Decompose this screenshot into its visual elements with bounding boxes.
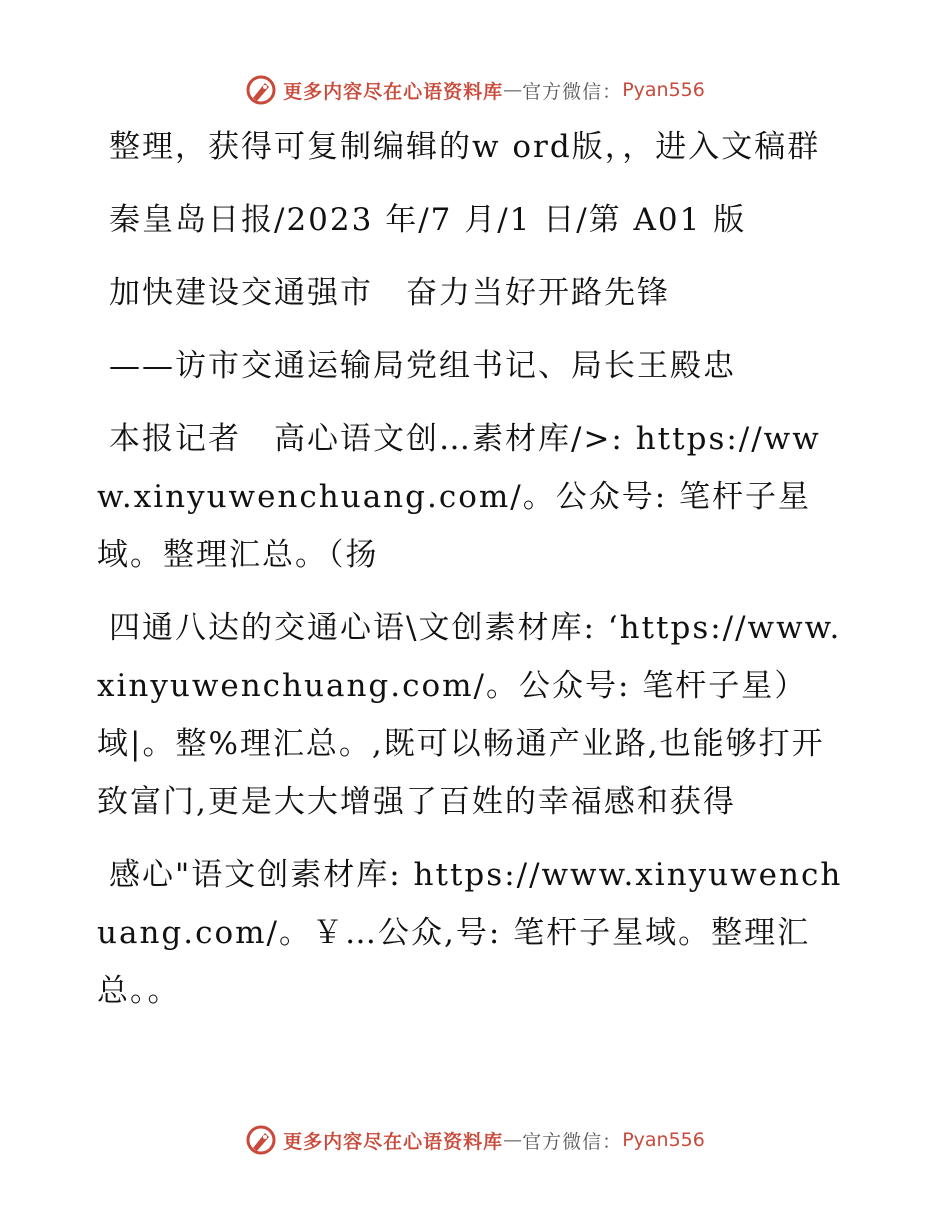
banner-wechat-label: 官方微信：: [522, 80, 623, 103]
header-banner: [0, 70, 950, 110]
article-subtitle: ——访市交通运输局党组书记、局长王殿忠: [109, 348, 736, 384]
footer-banner: [0, 1120, 950, 1160]
banner-site-text: 更多内容尽在心语资料库: [283, 1130, 504, 1153]
pen-nib-logo-icon: [245, 1124, 277, 1156]
banner-wechat-id: Pyan556: [622, 79, 705, 101]
paragraph-source: 秦皇岛日报/2023 年/7 月/1 日/第 A01 版: [109, 202, 747, 238]
article-title: 加快建设交通强市 奋力当好开路先锋: [109, 275, 670, 311]
paragraph-body-2: 感心"语文创素材库: https://www.xinyuwenchuang.com/。￥…公众,号: 笔杆子星域。整理汇总。。: [97, 857, 843, 1009]
banner-wechat-label: 官方微信：: [522, 1130, 623, 1153]
banner-wechat-id: Pyan556: [622, 1129, 705, 1151]
paragraph-intro: 整理，获得可复制编辑的w ord版，，进入文稿群: [109, 129, 821, 165]
paragraph-body-1: 四通八达的交通心语\文创素材库: ‘https://www.xinyuwenchuang.com/。公众号: 笔杆子星）域|。整%理汇总。,既可以畅通产业路,也能够打开致富门,更是大大增强了百姓的幸福感和获得: [97, 610, 842, 820]
banner-dash: —: [503, 1129, 523, 1151]
pen-nib-logo-icon: [245, 74, 277, 106]
banner-dash: —: [503, 79, 523, 101]
paragraph-reporter: 本报记者 高心语文创…素材库/>: https://www.xinyuwenchuang.com/。公众号: 笔杆子星域。整理汇总。（扬: [97, 421, 821, 573]
document-body: [97, 118, 857, 1035]
banner-site-text: 更多内容尽在心语资料库: [283, 80, 504, 103]
